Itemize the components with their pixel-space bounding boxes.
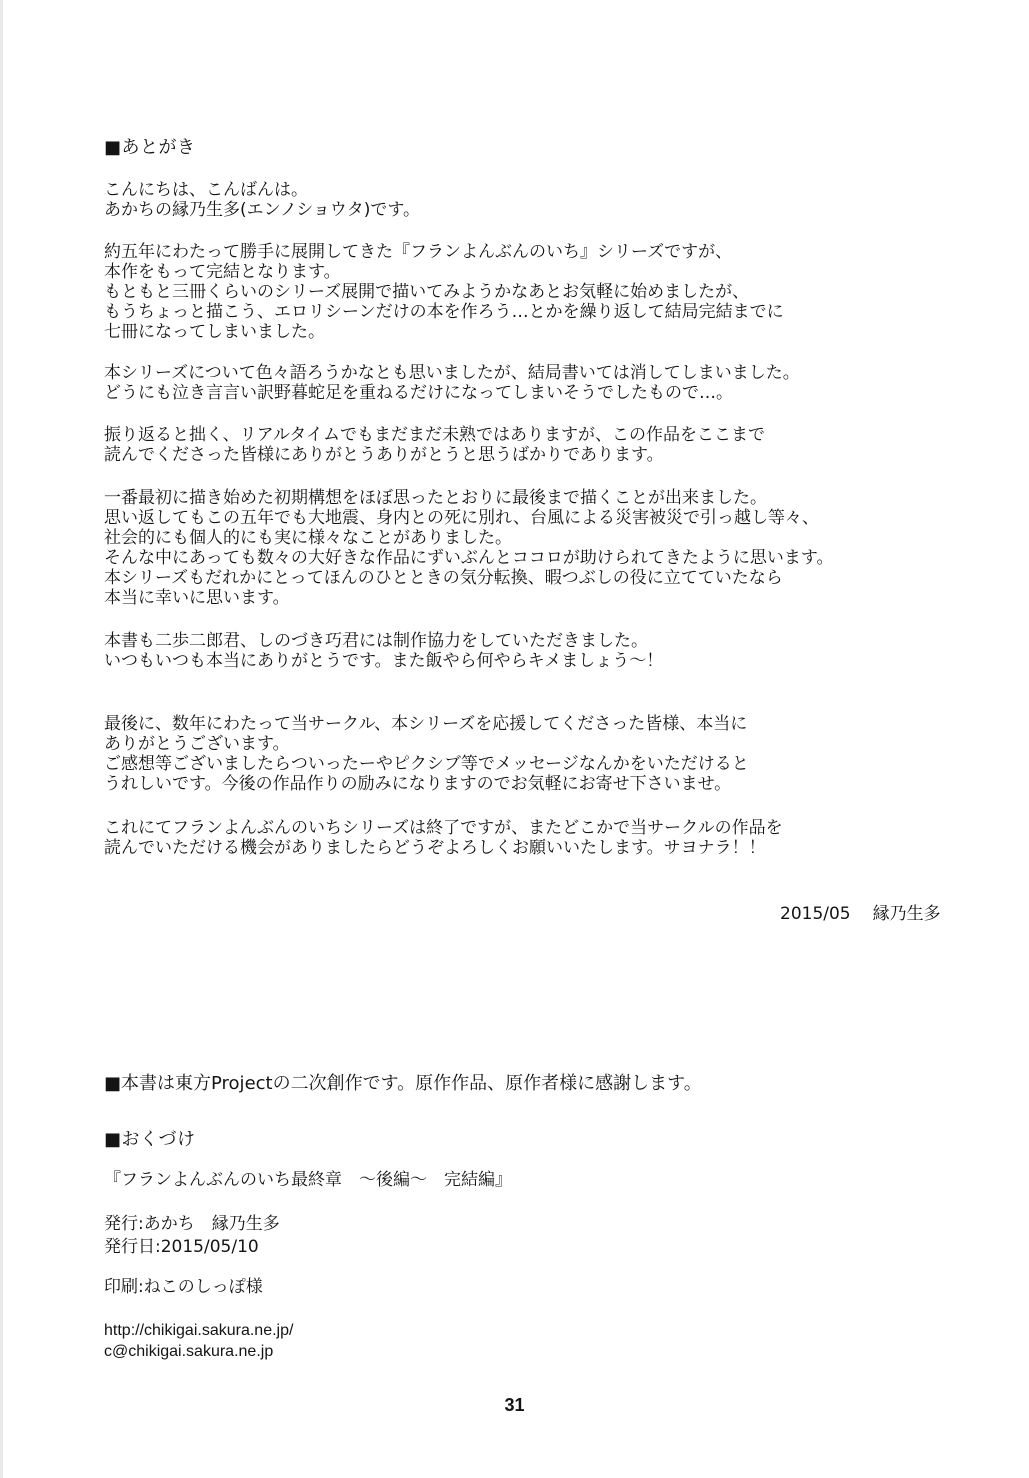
text-line: 本書も二歩二郎君、しのづき巧君には制作協力をしていただきました。: [104, 631, 648, 651]
text-line: 読んでいただける機会がありましたらどうぞよろしくお願いいたします。サヨナラ！！: [104, 838, 766, 858]
text-line: もうちょっと描こう、エロリシーンだけの本を作ろう…とかを繰り返して結局完結までに: [104, 302, 784, 322]
text-line: 本作をもって完結となります。: [104, 262, 341, 282]
afterword-paragraph-reflection: [104, 363, 800, 403]
text-line: いつもいつも本当にありがとうです。また飯やら何やらキメましょう～！: [104, 651, 664, 671]
afterword-paragraph-greeting: [104, 180, 420, 220]
text-line: 本シリーズについて色々語ろうかなとも思いましたが、結局書いては消してしまいました。: [104, 363, 800, 383]
text-line: こんにちは、こんばんは。: [104, 180, 308, 200]
afterword-paragraph-thanks: [104, 425, 765, 465]
text-line: ご感想等ございましたらついったーやピクシブ等でメッセージなんかをいただけると: [104, 754, 749, 774]
text-line: 思い返してもこの五年でも大地震、身内との死に別れ、台風による災害被災で引っ越し等々、: [104, 508, 820, 528]
colophon-title: 『フランよんぶんのいち最終章 ～後編～ 完結編』: [104, 1170, 512, 1190]
text-line: あかちの縁乃生多(エンノショウタ)です。: [104, 200, 421, 220]
colophon-date: 発行日:2015/05/10: [104, 1237, 259, 1257]
afterword-paragraph-farewell: [104, 818, 783, 858]
fan-work-notice: ■本書は東方Projectの二次創作です。原作作品、原作者様に感謝します。: [104, 1073, 702, 1094]
page-number: 31: [504, 1395, 525, 1415]
signature-date: 2015/05: [780, 904, 851, 924]
colophon-printer: 印刷:ねこのしっぽ様: [104, 1277, 263, 1297]
text-line: 七冊になってしまいました。: [104, 322, 325, 342]
afterword-paragraph-collaborators: [104, 631, 663, 671]
colophon-email: c@chikigai.sakura.ne.jp: [104, 1343, 274, 1360]
text-line: 振り返ると拙く、リアルタイムでもまだまだ未熟ではありますが、この作品をここまで: [104, 425, 765, 445]
text-line: 一番最初に描き始めた初期構想をほぼ思ったとおりに最後まで描くことが出来ました。: [104, 488, 767, 508]
text-line: 読んでくださった皆様にありがとうありがとうと思うばかりであります。: [104, 445, 664, 465]
colophon-publisher: 発行:あかち 縁乃生多: [104, 1214, 280, 1234]
text-line: ありがとうございます。: [104, 734, 290, 754]
afterword-paragraph-five-years: [104, 488, 833, 608]
colophon-url: http://chikigai.sakura.ne.jp/: [104, 1322, 294, 1339]
signature-name: 縁乃生多: [872, 904, 941, 924]
text-line: 最後に、数年にわたって当サークル、本シリーズを応援してくださった皆様、本当に: [104, 714, 748, 734]
text-line: 本当に幸いに思います。: [104, 588, 290, 608]
text-line: 約五年にわたって勝手に展開してきた『フランよんぶんのいち』シリーズですが、: [104, 242, 733, 262]
text-line: どうにも泣き言言い訳野暮蛇足を重ねるだけになってしまいそうでしたもので…。: [104, 383, 733, 403]
text-line: もともと三冊くらいのシリーズ展開で描いてみようかなあとお気軽に始めましたが、: [104, 282, 750, 302]
page-edge: [0, 0, 3, 1478]
text-line: そんな中にあっても数々の大好きな作品にずいぶんとココロが助けられてきたように思います。: [104, 548, 834, 568]
afterword-paragraph-series-end: [104, 242, 784, 342]
text-line: うれしいです。今後の作品作りの励みになりますのでお気軽にお寄せ下さいませ。: [104, 774, 732, 794]
afterword-signature: [780, 903, 941, 925]
text-line: 本シリーズもだれかにとってほんのひとときの気分転換、暇つぶしの役に立てていたなら: [104, 568, 783, 588]
text-line: 社会的にも個人的にも実に様々なことがありました。: [104, 528, 512, 548]
text-line: これにてフランよんぶんのいちシリーズは終了ですが、またどこかで当サークルの作品を: [104, 818, 783, 838]
afterword-heading: ■あとがき: [104, 137, 196, 158]
colophon-heading: ■おくづけ: [104, 1129, 196, 1150]
afterword-paragraph-final-thanks: [104, 714, 749, 794]
